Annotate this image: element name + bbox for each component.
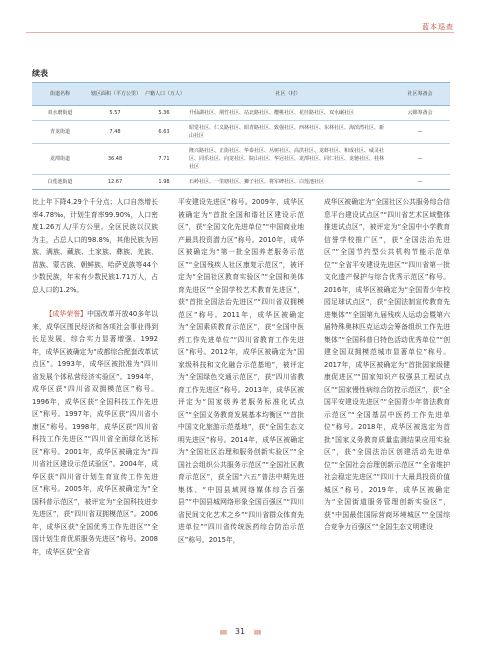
table-row xyxy=(32,175,450,190)
street-table xyxy=(32,82,450,190)
cell-prep: 云锦筹备会 xyxy=(390,106,450,121)
header-prep-committee: 社区筹备会 xyxy=(390,83,450,106)
paragraph xyxy=(32,308,158,558)
header-population: 户籍人口（万人） xyxy=(142,83,186,106)
footer-ornament-left: ▮▮▮ xyxy=(219,629,227,636)
header-street-name: 街道名称 xyxy=(32,83,88,106)
cell-prep: — xyxy=(390,175,450,190)
paragraph: 成华区被确定为“全国社区公共服务综合信息平台建设试点区”“四川省艺术区域整体推进试点区”，被评定为“全国中小学教育信誉学校推广区”，获“全国法治先进区”“全国节约型公共机构节能示范单位”“全省平安建设先进区”“四川省第一批文化遗产保护与综合优秀示范区”称号。2016年，成华区被确定为“全国青少年校园足球试点区”，获“全国法制宣传教育先进集体”“全国第九届残疾人运动会暨第六届特殊奥林匹克运动会筹备组织工作先进集体”“全国科普日特色活动优秀单位”“创建全国双拥模范城市显著单位”称号。2017年，成华区被确定为“首批国家级健康促进区”“国家知识产权强县工程试点区”“国家慢性病综合防控示范区”，获“全国平安建设先进区”“全国青少年普法教育示范区”“全国基层中医药工作先进单位”称号。2018年，成华区被选定为首批“国家义务教育质量监测结果应用实验区”，获“全国法治区创建活动先进单位”“全国社会治理创新示范区”“全省维护社会稳定先进区”“四川十大最具投资价值城区”称号。2019年，成华区被确定为“全国街道服务管理创新实验区”，获“中国最佳国际营商环境城区”“全国综合竞争力百强区”“全国生态文明建设 xyxy=(324,198,450,531)
text-column-1 xyxy=(32,196,158,558)
paragraph: 比上年下降4.29个千分点；人口自然增长率4.78‰，计划生育率99.90%，人口密度1.26万人/平方公里。全区民族以汉族为主，占总人口的98.8%，其他民族为回族、满族、藏族、土家族、彝族、羌族、苗族、蒙古族、朝鲜族、哈萨克族等44个少数民族，年末有少数民族1.71万人，占总人口的1.2%。 xyxy=(32,198,158,294)
cell-street: 龙潭街道 xyxy=(32,144,88,175)
cell-area: 12.67 xyxy=(88,175,142,190)
cell-communities: 隆兴路社区、正街社区、华泰社区、丛树社区、高洪社区、龙虾社区、和成社区、威灵社区、同乐社区、向龙社区、院山社区、华冠社区、龙潭社区、同仁社区、龙驰社区、桂林社区 xyxy=(186,144,390,175)
page-number: 31 xyxy=(234,627,246,636)
cell-street: 白莲池街道 xyxy=(32,175,88,190)
header-tag: 蓝本巡查 xyxy=(422,23,454,31)
table-row xyxy=(32,121,450,144)
header-communities: 社区（村） xyxy=(186,83,390,106)
cell-area: 5.57 xyxy=(88,106,142,121)
footer-ornament-right: ▮▮▮ xyxy=(253,629,261,636)
cell-population: 6.63 xyxy=(142,121,186,144)
page-footer xyxy=(0,627,480,636)
text-column-2 xyxy=(178,196,304,546)
cell-population: 7.71 xyxy=(142,144,186,175)
table-row xyxy=(32,106,450,121)
continuation-label: 续表 xyxy=(32,69,48,78)
cell-area: 7.48 xyxy=(88,121,142,144)
header-rule xyxy=(26,32,454,33)
cell-street: 青龙街道 xyxy=(32,121,88,144)
cell-population: 1.98 xyxy=(142,175,186,190)
table-row xyxy=(32,144,450,175)
text-column-3 xyxy=(324,196,450,534)
header-area: 辖区面积（平方公里） xyxy=(88,83,142,106)
cell-area: 36.48 xyxy=(88,144,142,175)
cell-prep: — xyxy=(390,144,450,175)
cell-prep: — xyxy=(390,121,450,144)
paragraph: 平安建设先进区”称号。2009年，成华区被确定为“首批全国和谐社区建设示范区”，获“全国文化先进单位”“中国商业地产最具投资潜力区”称号。2010年，成华区被确定为“第一批全国养老服务示范区”“全国残疾人社区康复示范区”，被评定为“全国社区教育实验区”“全国和美体育先进区”“全国学校艺术教育先进区”，获“首批全国法治先进区”“四川省双拥模范区”称号。2011年，成华区被确定为“全国素质教育示范区”，获“全国中医药工作先进单位”“四川省教育工作先进区”称号。2012年，成华区被确定为“国家级科技和文化融合示范基地”，被评定为“全国绿色交通示范区”，获“四川省教育工作先进区”称号。2013年，成华区被评定为“国家级养老服务标准化试点区”“全国义务教育发展基本均衡区”“首批中国文化旅游示范基地”，获“全国生态文明先进区”称号。2014年，成华区被确定为“全国社区治理和服务创新实验区”“全国社会组织公共服务示范区”“全国社区教育示范区”，获全国“六五”普法中期先进集体、“中国县域网络媒体综合百强县”“中国县城网络形象全国百强区”“四川省民间文化艺术之乡”“四川省群众体育先进单位”“四川省传统医药综合防治示范区”称号。2015年， xyxy=(178,198,304,544)
table-header-row xyxy=(32,83,450,106)
paragraph-text: 中国改革开放40多年以来，成华区围民经济和各项社会事业得到长足发展，综合实力显著增强。1992年，成华区被确定为“成都综合配套改革试点区”。1993年，成华区被批准为“四川省发展个体私营经济实验区”。1994年，成华区获“四川省双拥模范区”称号。1996年，成华区获“全国科技工作先进区”称号。1997年，成华区获“四川省小康区”称号。1998年，成华区获“四川省科技工作先进区”“四川省全面绿化达标区”称号。2001年，成华区被确定为“四川省社区建设示范试验区”。2004年，成华区获“四川省计划生育宣传工作先进区”称号。2005年，成华区被确定为“全国科普示范区”，被评定为“全国科技进步先进区”，获“四川省双拥模范区”。2006年，成华区获“全国优秀工作先进区”“全国计划生育优质服务先进区”称号。2008年，成华区获“全省 xyxy=(32,310,158,556)
cell-communities: 昭觉社区、仁义路社区、昭青路社区、致强社区、西林社区、东林社区、海滨湾社区、新山社区 xyxy=(186,121,390,144)
cell-communities: 石岭社区、一里塘社区、狮子社区、将军碑社区、白莲池社区 xyxy=(186,175,390,190)
cell-communities: 升仙湖社区、荆竹社区、站北路社区、樱桃社区、花径路社区、双水碾社区 xyxy=(186,106,390,121)
section-heading: 【成华荣誉】 xyxy=(45,310,88,318)
cell-population: 5.36 xyxy=(142,106,186,121)
cell-street: 双水磨街道 xyxy=(32,106,88,121)
